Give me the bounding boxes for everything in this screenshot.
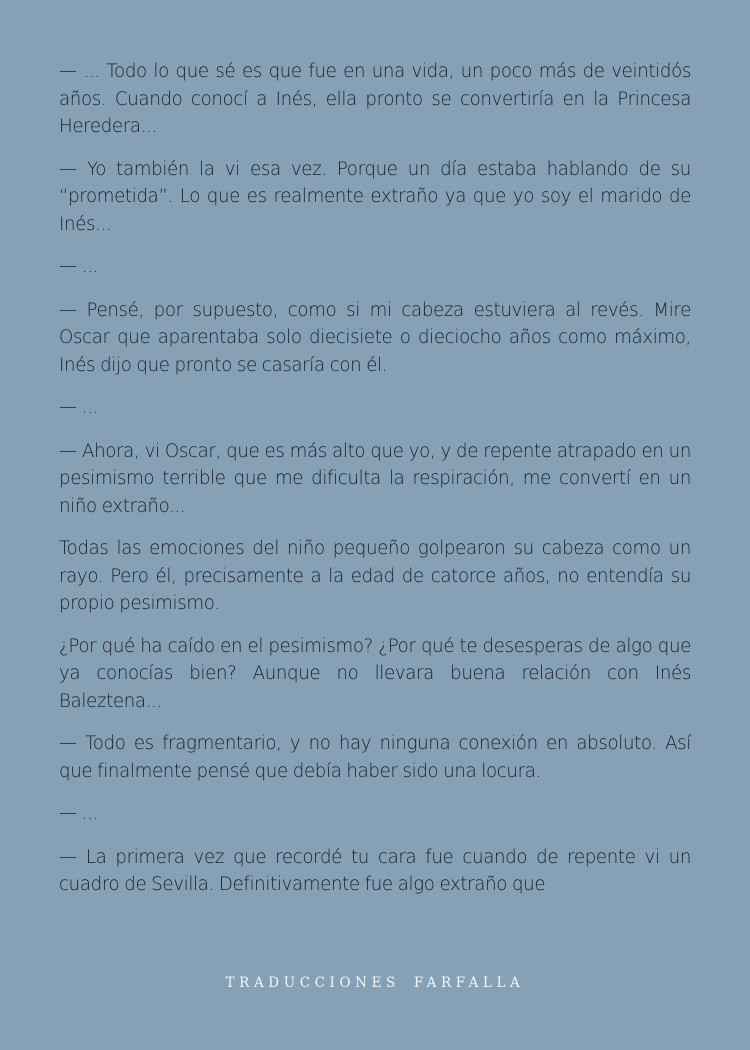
paragraph: — Ahora, vi Oscar, que es más alto que yo, y de repente atrapado en un pesimismo terrible que me dificulta la respiración, me convertí en un niño extraño... (59, 440, 691, 517)
paragraph: — Yo también la vi esa vez. Porque un día estaba hablando de su “prometida”. Lo que es realmente extraño ya que yo soy el marido de Inés... (59, 158, 691, 235)
paragraph: — ... (59, 803, 99, 824)
paragraph: — ... (59, 397, 99, 418)
document-body (59, 58, 691, 914)
paragraph: — Todo es fragmentario, y no hay ninguna conexión en absoluto. Así que finalmente pensé que debía haber sido una locura. (59, 733, 691, 782)
paragraph: — Pensé, por supuesto, como si mi cabeza estuviera al revés. Mire Oscar que aparentaba solo diecisiete o dieciocho años como máximo, Inés dijo que pronto se casaría con él. (59, 299, 691, 376)
paragraph: — ... Todo lo que sé es que fue en una vida, un poco más de veintidós años. Cuando conocí a Inés, ella pronto se convertiría en la Princesa Heredera... (59, 61, 691, 137)
paragraph: ¿Por qué ha caído en el pesimismo? ¿Por qué te desesperas de algo que ya conocías bien? Aunque no llevara buena relación con Inés Baleztena... (59, 635, 691, 712)
footer-word-traducciones: TRADUCCIONES (225, 975, 400, 991)
publisher-footer (0, 975, 750, 991)
paragraph: — La primera vez que recordé tu cara fue cuando de repente vi un cuadro de Sevilla. Definitivamente fue algo extraño que (59, 846, 691, 895)
footer-word-farfalla: FARFALLA (413, 975, 525, 991)
paragraph: — ... (59, 256, 99, 277)
paragraph: Todas las emociones del niño pequeño golpearon su cabeza como un rayo. Pero él, precisamente a la edad de catorce años, no entendía su propio pesimismo. (59, 538, 691, 614)
